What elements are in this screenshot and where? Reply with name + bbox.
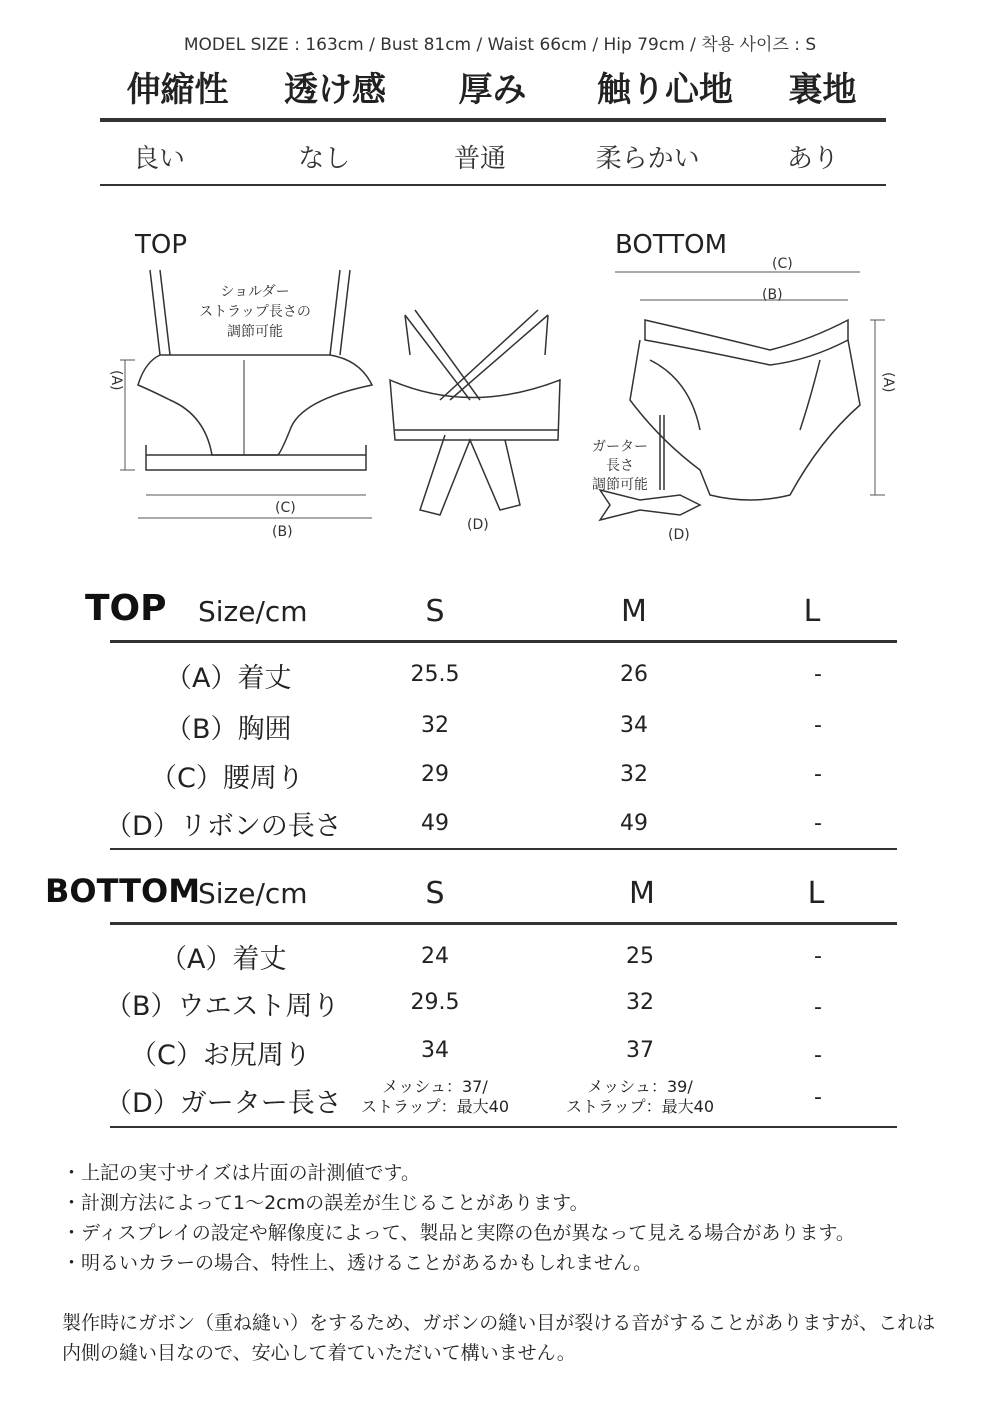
attr-value-sheer: なし [298, 144, 351, 174]
top-row-a-s: 25.5 [410, 662, 460, 687]
bottom-row-b-label: （B）ウエスト周り [105, 991, 340, 1022]
bottom-row-b-s: 29.5 [410, 990, 460, 1015]
attribute-headers [100, 62, 885, 114]
bottom-mark-c: (C) [772, 256, 793, 272]
bottom-mark-a: (A) [880, 372, 896, 393]
top-header-l: L [803, 594, 821, 629]
bottom-table-rule [110, 922, 897, 925]
attr-value-touch: 柔らかい [595, 144, 700, 174]
bottom-table-title: BOTTOM [45, 872, 201, 910]
top-table-bottom-rule [110, 848, 897, 850]
top-row-b-m: 34 [620, 713, 648, 738]
model-size: MODEL SIZE : 163cm / Bust 81cm / Waist 66cm / Hip 79cm / 착용 사이즈 : S [183, 35, 817, 55]
top-table-title: TOP [85, 588, 167, 629]
notes-list [62, 1158, 855, 1278]
attr-divider-bottom [100, 184, 886, 186]
note-item: ・ディスプレイの設定や解像度によって、製品と実際の色が異なって見える場合があります。 [62, 1222, 855, 1244]
bottom-row-d-m: メッシュ：39/ ストラップ：最大40 [565, 1077, 715, 1116]
diagram-top-label: TOP [135, 230, 188, 260]
top-back-drawing [390, 310, 560, 515]
bottom-row-b-m: 32 [626, 990, 654, 1015]
top-row-a-label: （A）着丈 [165, 663, 292, 694]
bottom-row-a-s: 24 [421, 944, 449, 969]
top-row-c-label: （C）腰周り [150, 763, 304, 794]
top-row-d-m: 49 [620, 811, 648, 836]
bottom-header-s: S [425, 876, 445, 911]
top-row-c-m: 32 [620, 762, 648, 787]
top-row-d-l: - [814, 811, 822, 836]
attr-value-lining: あり [786, 144, 839, 174]
top-row-d-label: （D）リボンの長さ [105, 811, 342, 842]
bottom-row-a-l: - [814, 944, 822, 969]
bottom-row-c-label: （C）お尻周り [130, 1040, 311, 1071]
bottom-row-c-l: - [814, 1043, 822, 1068]
top-row-b-label: （B）胸囲 [165, 714, 292, 745]
top-table-rule [110, 640, 897, 643]
bottom-row-d-l: - [814, 1085, 822, 1110]
bottom-row-d-label: （D）ガーター長さ [105, 1088, 342, 1119]
top-mark-b: (B) [272, 524, 293, 540]
sewing-note: 製作時にガボン（重ね縫い）をするため、ガボンの縫い目が裂ける音がすることがありますが、これは内側の縫い目なので、安心して着ていただいて構いません。 [62, 1312, 936, 1364]
attr-header-touch: 触り心地 [597, 70, 733, 110]
attr-value-stretch: 良い [133, 144, 186, 174]
bottom-header-m: M [629, 876, 655, 911]
top-row-d-s: 49 [421, 811, 449, 836]
top-row-c-s: 29 [421, 762, 449, 787]
bottom-mark-d: (D) [668, 527, 690, 543]
attr-divider-top [100, 118, 886, 122]
note-item: ・明るいカラーの場合、特性上、透けることがあるかもしれません。 [62, 1252, 653, 1274]
diagram-bottom-label: BOTTOM [615, 230, 728, 260]
top-mark-a: (A) [108, 370, 124, 391]
bottom-mark-b: (B) [762, 287, 783, 303]
bottom-table-bottom-rule [110, 1126, 897, 1128]
shoulder-note: ショルダー ストラップ長さの 調節可能 [199, 284, 311, 340]
top-header-s: S [425, 594, 445, 629]
attr-header-thickness: 厚み [458, 70, 527, 110]
top-header-m: M [621, 594, 647, 629]
bottom-row-a-label: （A）着丈 [160, 944, 287, 975]
top-mark-c: (C) [275, 500, 296, 516]
bottom-row-c-s: 34 [421, 1038, 449, 1063]
attr-value-thickness: 普通 [453, 144, 506, 174]
garment-diagrams [0, 240, 1000, 560]
top-table-size-label: Size/cm [198, 595, 308, 628]
bottom-table-size-label: Size/cm [198, 877, 308, 910]
bottom-row-b-l: - [814, 995, 822, 1020]
top-row-b-s: 32 [421, 713, 449, 738]
top-row-b-l: - [814, 713, 822, 738]
bottom-header-l: L [807, 876, 825, 911]
attribute-values [80, 138, 880, 175]
garter-note: ガーター 長さ 調節可能 [592, 439, 648, 493]
top-row-a-m: 26 [620, 662, 648, 687]
attr-header-lining: 裏地 [788, 70, 857, 110]
bottom-row-a-m: 25 [626, 944, 654, 969]
top-mark-d: (D) [467, 517, 489, 533]
attr-header-sheer: 透け感 [284, 70, 386, 110]
top-row-c-l: - [814, 762, 822, 787]
attr-header-stretch: 伸縮性 [126, 70, 229, 110]
top-row-a-l: - [814, 662, 822, 687]
bottom-row-c-m: 37 [626, 1038, 654, 1063]
bottom-row-d-s: メッシュ：37/ ストラップ：最大40 [360, 1077, 510, 1116]
note-item: ・計測方法によって1〜2cmの誤差が生じることがあります。 [62, 1192, 589, 1214]
note-item: ・上記の実寸サイズは片面の計測値です。 [62, 1162, 420, 1184]
